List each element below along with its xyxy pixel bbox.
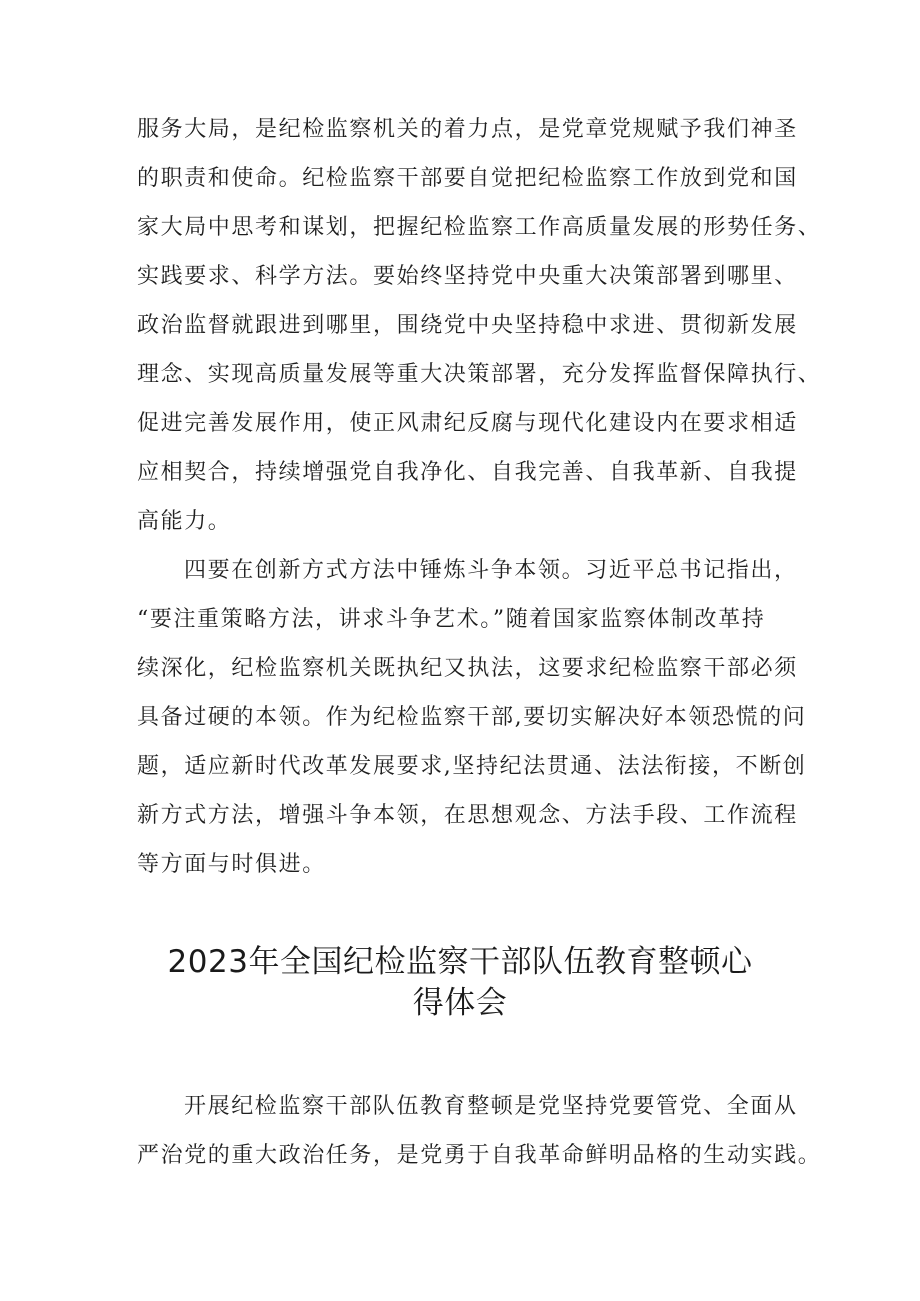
paragraph-start-line: 开展纪检监察干部队伍教育整顿是党坚持党要管党、全面从 xyxy=(184,1094,798,1119)
body-line: 理念、实现高质量发展等重大决策部署，充分发挥监督保障执行、 xyxy=(137,362,822,387)
body-line: 促进完善发展作用，使正风肃纪反腐与现代化建设内在要求相适 xyxy=(137,411,798,436)
paragraph-start-line: 四要在创新方式方法中锤炼斗争本领。习近平总书记指出， xyxy=(184,558,798,583)
section-title-line: 2023年全国纪检监察干部队伍教育整顿心 xyxy=(167,944,753,980)
body-line: 家大局中思考和谋划，把握纪检监察工作高质量发展的形势任务、 xyxy=(137,215,822,240)
body-line: 新方式方法，增强斗争本领，在思想观念、方法手段、工作流程 xyxy=(137,803,798,828)
section-title-line: 得体会 xyxy=(412,985,508,1021)
body-line: 续深化，纪检监察机关既执纪又执法，这要求纪检监察干部必须 xyxy=(137,656,798,681)
body-line: 高能力。 xyxy=(137,509,232,534)
body-line: 的职责和使命。纪检监察干部要自觉把纪检监察工作放到党和国 xyxy=(137,166,798,191)
body-line: 题，适应新时代改革发展要求,坚持纪法贯通、法法衔接，不断创 xyxy=(137,754,807,779)
body-line: 政治监督就跟进到哪里，围绕党中央坚持稳中求进、贯彻新发展 xyxy=(137,313,798,338)
body-line: “要注重策略方法，讲求斗争艺术。”随着国家监察体制改革持 xyxy=(137,607,766,632)
body-line: 服务大局，是纪检监察机关的着力点，是党章党规赋予我们神圣 xyxy=(137,117,798,142)
body-line: 实践要求、科学方法。要始终坚持党中央重大决策部署到哪里、 xyxy=(137,264,798,289)
body-line: 具备过硬的本领。作为纪检监察干部,要切实解决好本领恐慌的问 xyxy=(137,705,807,730)
body-line: 应相契合，持续增强党自我净化、自我完善、自我革新、自我提 xyxy=(137,460,798,485)
body-line: 严治党的重大政治任务，是党勇于自我革命鲜明品格的生动实践。 xyxy=(137,1143,822,1168)
body-line: 等方面与时俱进。 xyxy=(137,852,326,877)
